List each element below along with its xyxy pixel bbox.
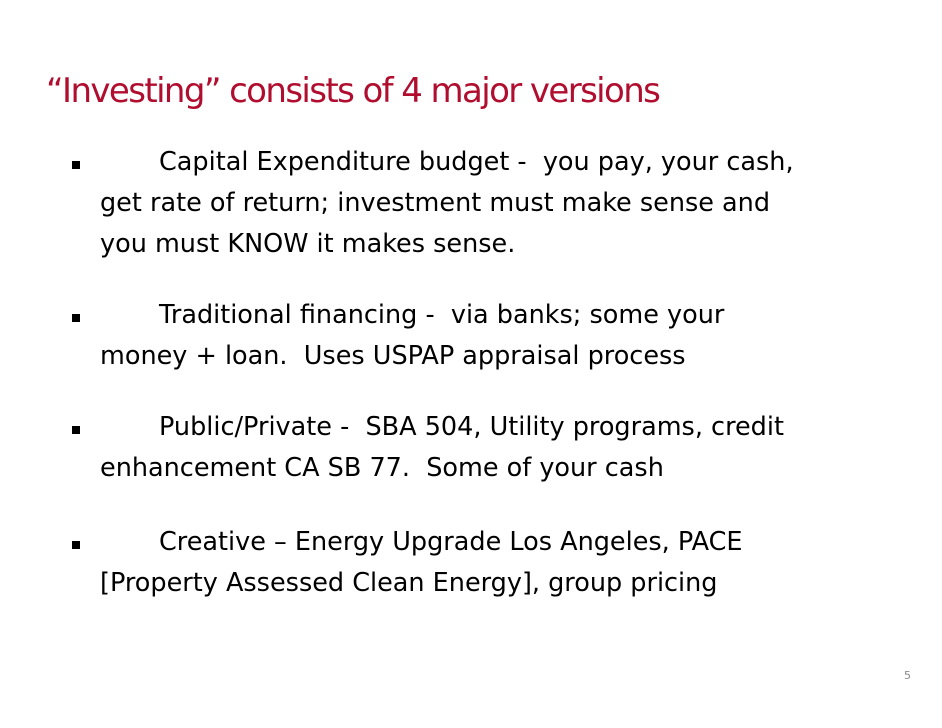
page-number: 5 bbox=[904, 669, 911, 682]
bullet-line: [Property Assessed Clean Energy], group pricing bbox=[100, 568, 718, 598]
square-bullet-icon bbox=[72, 161, 80, 169]
bullet-line: Public/Private - SBA 504, Utility programs, credit bbox=[159, 412, 784, 442]
square-bullet-icon bbox=[72, 426, 80, 434]
bullet-item-traditional-financing bbox=[0, 300, 942, 390]
bullet-line: enhancement CA SB 77. Some of your cash bbox=[100, 453, 664, 483]
bullet-line: Capital Expenditure budget - you pay, your cash, bbox=[159, 147, 794, 177]
bullet-item-capital-expenditure bbox=[0, 147, 942, 259]
square-bullet-icon bbox=[72, 541, 80, 549]
bullet-line: you must KNOW it makes sense. bbox=[100, 229, 516, 259]
bullet-line: get rate of return; investment must make sense and bbox=[100, 188, 771, 218]
square-bullet-icon bbox=[72, 314, 80, 322]
slide-title: “Investing” consists of 4 major versions bbox=[46, 71, 660, 111]
bullet-line: Creative – Energy Upgrade Los Angeles, PACE bbox=[159, 527, 743, 557]
bullet-line: Traditional financing - via banks; some your bbox=[159, 300, 725, 330]
bullet-item-public-private bbox=[0, 412, 942, 502]
bullet-line: money + loan. Uses USPAP appraisal process bbox=[100, 341, 686, 371]
bullet-item-creative bbox=[0, 527, 942, 617]
